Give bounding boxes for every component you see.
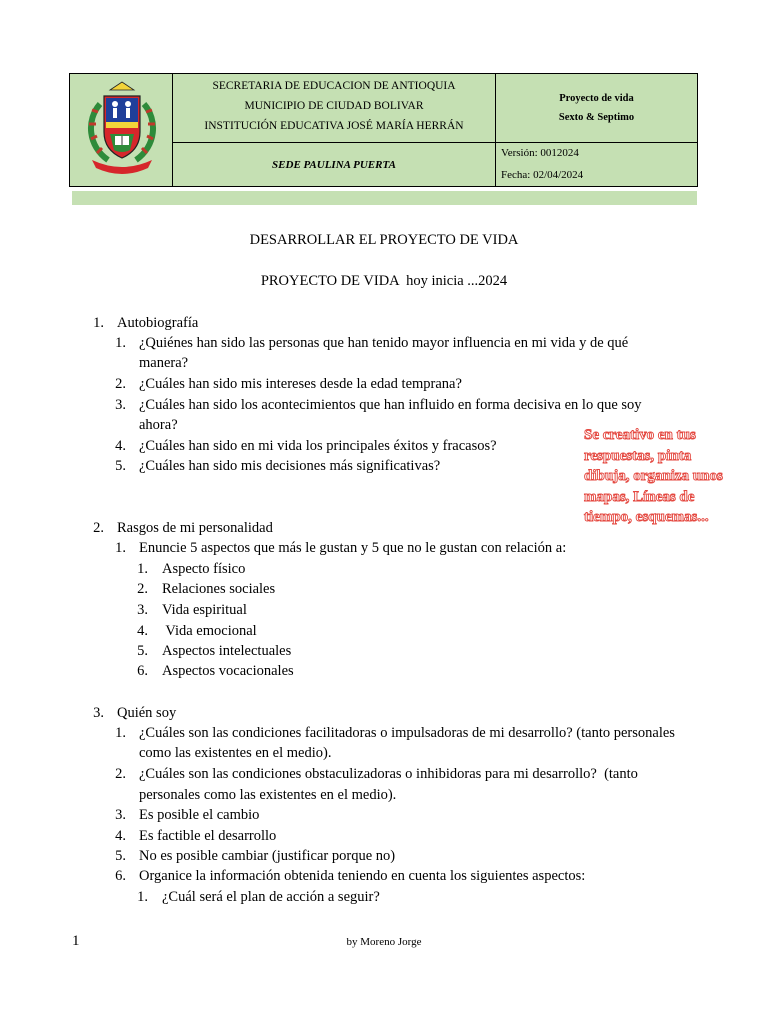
date-label: Fecha: 02/04/2024 [501, 168, 584, 181]
section-number: 3. [93, 705, 104, 721]
note-line: respuestas, pinta [584, 447, 692, 464]
institution-line-3: INSTITUCIÓN EDUCATIVA JOSÉ MARÍA HERRÁN [204, 120, 464, 132]
note-line: mapas, Líneas de [584, 488, 695, 505]
item-text-continued: como las existentes en el medio). [139, 745, 332, 761]
item-text: ¿Cuáles son las condiciones facilitadoras o impulsadoras de mi desarrollo? (tanto personales [139, 725, 675, 741]
section-title: Autobiografía [117, 315, 199, 331]
creative-note [584, 425, 744, 528]
institution-line-1: SECRETARIA DE EDUCACION DE ANTIOQUIA [212, 80, 456, 92]
header-table [69, 73, 698, 187]
school-crest-icon [70, 74, 173, 186]
section-number: 2. [93, 520, 104, 536]
project-grades: Sexto & Septimo [558, 112, 635, 123]
institution-line-2: MUNICIPIO DE CIUDAD BOLIVAR [244, 100, 424, 112]
note-line: dibuja, organiza unos [584, 468, 723, 484]
item-text: ¿Quiénes han sido las personas que han tenido mayor influencia en mi vida y de qué [139, 335, 629, 351]
document-subtitle: PROYECTO DE VIDA hoy inicia ...2024 [260, 273, 508, 289]
project-cell [496, 74, 697, 143]
version-label: Versión: 0012024 [501, 147, 579, 160]
item-text: Organice la información obtenida teniendo en cuenta los siguientes aspectos: [139, 868, 586, 884]
item-text: ¿Cuáles han sido en mi vida los principales éxitos y fracasos? [139, 438, 497, 454]
item-text-continued: manera? [139, 355, 189, 371]
version-cell [496, 143, 697, 186]
item-text: ¿Cuáles han sido los acontecimientos que han influido en forma decisiva en lo que soy [139, 397, 642, 413]
item-text: No es posible cambiar (justificar porque no) [139, 848, 396, 864]
sede-label: SEDE PAULINA PUERTA [272, 158, 396, 171]
item-text: Es factible el desarrollo [139, 828, 277, 844]
item-text: Enuncie 5 aspectos que más le gustan y 5 que no le gustan con relación a: [139, 540, 567, 556]
item-text-continued: personales como las existentes en el medio). [139, 787, 397, 803]
project-title: Proyecto de vida [559, 93, 634, 104]
footer-author: by Moreno Jorge [346, 936, 422, 948]
section-number: 1. [93, 315, 104, 331]
item-text: ¿Cuáles han sido mis decisiones más significativas? [139, 458, 441, 474]
item-text: ¿Cuáles han sido mis intereses desde la edad temprana? [139, 376, 462, 392]
header-green-bar [72, 191, 697, 205]
sede-cell [173, 143, 496, 186]
institution-cell [173, 74, 496, 143]
logo-cell [70, 74, 173, 186]
note-line: Se creativo en tus [584, 427, 696, 443]
item-text-continued: ahora? [139, 417, 178, 433]
item-text: Es posible el cambio [139, 807, 260, 823]
page-number: 1 [72, 933, 80, 949]
section-title: Rasgos de mi personalidad [117, 520, 273, 536]
document-title: DESARROLLAR EL PROYECTO DE VIDA [249, 232, 519, 248]
section-title: Quién soy [117, 705, 177, 721]
note-line: tiempo, esquemas... [584, 509, 709, 525]
item-text: ¿Cuáles son las condiciones obstaculizadoras o inhibidoras para mi desarrollo? (tanto [139, 766, 638, 782]
